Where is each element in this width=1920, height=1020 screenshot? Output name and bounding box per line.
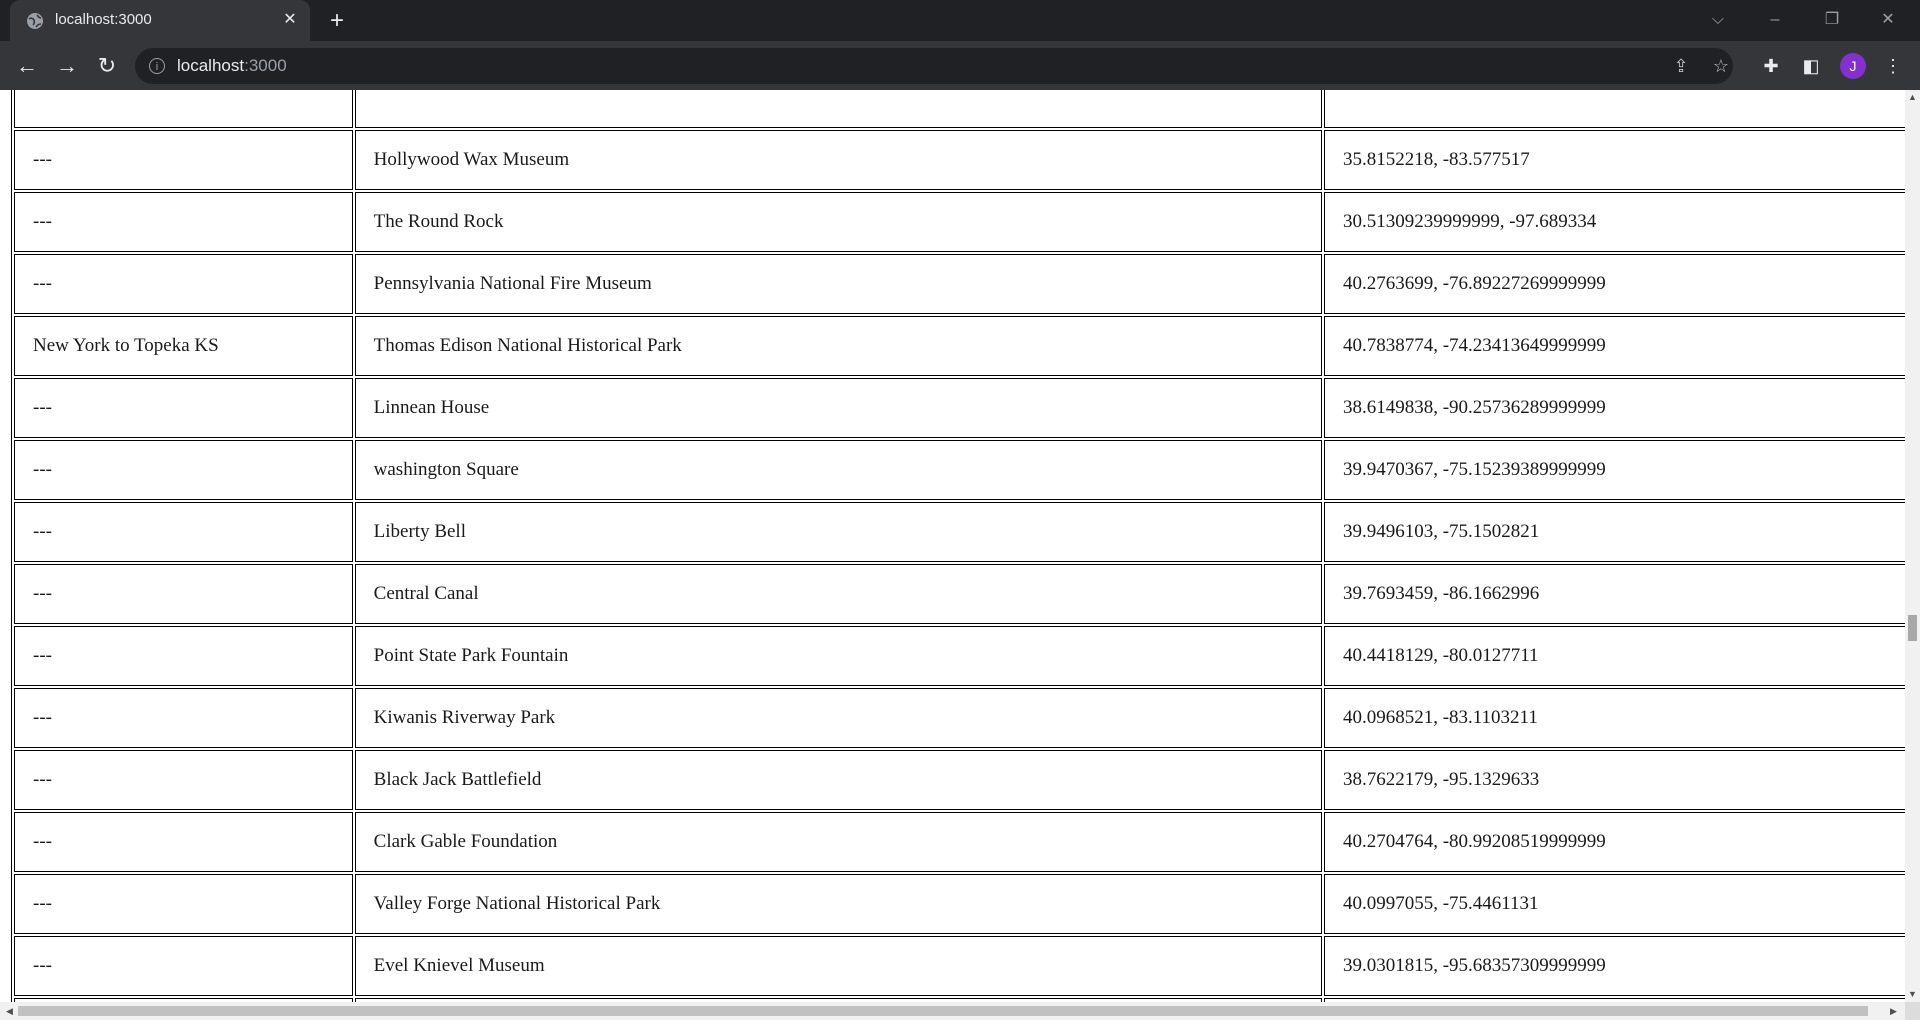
table-row [14,750,1917,810]
table-row [14,90,1917,128]
minimize-button[interactable]: – [1770,11,1780,28]
coordinates-cell: 38.7622179, -95.1329633 [1324,750,1917,810]
share-icon[interactable]: ⇪ [1673,56,1689,76]
place-name-cell: washington Square [355,440,1322,500]
table-row [14,316,1917,376]
url-port: :3000 [244,56,287,75]
coordinates-cell: 39.7693459, -86.1662996 [1324,564,1917,624]
coordinates-cell: 39.0301815, -95.68357309999999 [1324,936,1917,996]
close-icon[interactable]: ✕ [283,11,297,28]
route-cell: --- [14,626,353,686]
coordinates-cell: 35.8152218, -83.577517 [1324,130,1917,190]
route-cell: --- [14,874,353,934]
address-bar[interactable] [135,48,1733,84]
horizontal-scroll-thumb[interactable] [18,1006,1868,1016]
coordinates-cell: 30.51309239999999, -97.689334 [1324,192,1917,252]
window-close-button[interactable]: ✕ [1881,11,1895,28]
table-row [14,502,1917,562]
tab-strip [0,0,1920,41]
route-cell: --- [14,440,353,500]
coordinates-cell: 39.9496103, -75.1502821 [1324,502,1917,562]
place-name-cell: Pennsylvania National Fire Museum [355,254,1322,314]
route-cell: --- [14,378,353,438]
table-row [14,812,1917,872]
route-cell: --- [14,130,353,190]
site-info-icon[interactable]: i [149,58,165,74]
tab-title: localhost:3000 [55,11,152,28]
coordinates-cell [1324,90,1917,128]
route-cell: --- [14,254,353,314]
coordinates-cell: 40.2704764, -80.99208519999999 [1324,812,1917,872]
place-name-cell: Linnean House [355,378,1322,438]
route-cell [14,90,353,128]
restore-button[interactable]: ❐ [1824,11,1840,28]
coordinates-cell: 40.0997055, -75.4461131 [1324,874,1917,934]
bookmark-star-icon[interactable]: ☆ [1712,56,1730,76]
place-name-cell: Hollywood Wax Museum [355,130,1322,190]
route-cell: --- [14,688,353,748]
place-name-cell: The Round Rock [355,192,1322,252]
back-icon[interactable]: ← [16,53,38,78]
table-row [14,874,1917,934]
page-viewport [0,90,1920,1020]
coordinates-cell: 40.2763699, -76.89227269999999 [1324,254,1917,314]
reload-icon[interactable]: ↻ [97,53,117,78]
vertical-scrollbar[interactable] [1905,90,1920,1002]
route-cell: --- [14,750,353,810]
places-table [11,90,1920,1020]
extensions-puzzle-icon[interactable]: ✚ [1763,56,1779,76]
place-name-cell: Point State Park Fountain [355,626,1322,686]
table-row [14,564,1917,624]
coordinates-cell: 40.0968521, -83.1103211 [1324,688,1917,748]
coordinates-cell: 40.7838774, -74.23413649999999 [1324,316,1917,376]
route-cell: New York to Topeka KS [14,316,353,376]
route-cell: --- [14,192,353,252]
globe-icon [26,12,44,30]
scroll-up-arrow-icon[interactable]: ▲ [1908,92,1917,102]
forward-icon[interactable]: → [56,53,78,78]
table-row [14,130,1917,190]
coordinates-cell: 39.9470367, -75.15239389999999 [1324,440,1917,500]
place-name-cell: Central Canal [355,564,1322,624]
place-name-cell [355,90,1322,128]
table-row [14,626,1917,686]
table-row [14,440,1917,500]
table-row [14,936,1917,996]
coordinates-cell: 38.6149838, -90.25736289999999 [1324,378,1917,438]
route-cell: --- [14,564,353,624]
place-name-cell: Valley Forge National Historical Park [355,874,1322,934]
route-cell: --- [14,812,353,872]
places-table-wrap [11,90,1920,1020]
place-name-cell: Clark Gable Foundation [355,812,1322,872]
scroll-down-arrow-icon[interactable]: ▼ [1908,989,1917,999]
place-name-cell: Evel Knievel Museum [355,936,1322,996]
new-tab-button[interactable]: + [329,7,344,34]
place-name-cell: Black Jack Battlefield [355,750,1322,810]
place-name-cell: Thomas Edison National Historical Park [355,316,1322,376]
scrollbar-corner [1905,1002,1920,1020]
tab-search-chevron-icon[interactable]: ⌵ [1711,11,1725,28]
url-host: localhost [177,56,245,75]
coordinates-cell: 40.4418129, -80.0127711 [1324,626,1917,686]
place-name-cell: Liberty Bell [355,502,1322,562]
horizontal-scrollbar[interactable] [0,1002,1905,1020]
route-cell: --- [14,936,353,996]
table-row [14,378,1917,438]
scroll-left-arrow-icon[interactable]: ◀ [6,1006,13,1016]
url-text [177,56,287,76]
browser-tab[interactable] [10,0,310,41]
avatar[interactable]: J [1840,53,1866,79]
table-row [14,192,1917,252]
place-name-cell: Kiwanis Riverway Park [355,688,1322,748]
vertical-scroll-thumb[interactable] [1908,615,1917,641]
table-row [14,254,1917,314]
table-row [14,688,1917,748]
places-table-body [14,90,1917,1020]
route-cell: --- [14,502,353,562]
scroll-right-arrow-icon[interactable]: ▶ [1890,1006,1897,1016]
side-panel-icon[interactable]: ◧ [1802,56,1820,76]
browser-toolbar [0,41,1920,90]
menu-kebab-icon[interactable]: ⋮ [1884,56,1902,76]
